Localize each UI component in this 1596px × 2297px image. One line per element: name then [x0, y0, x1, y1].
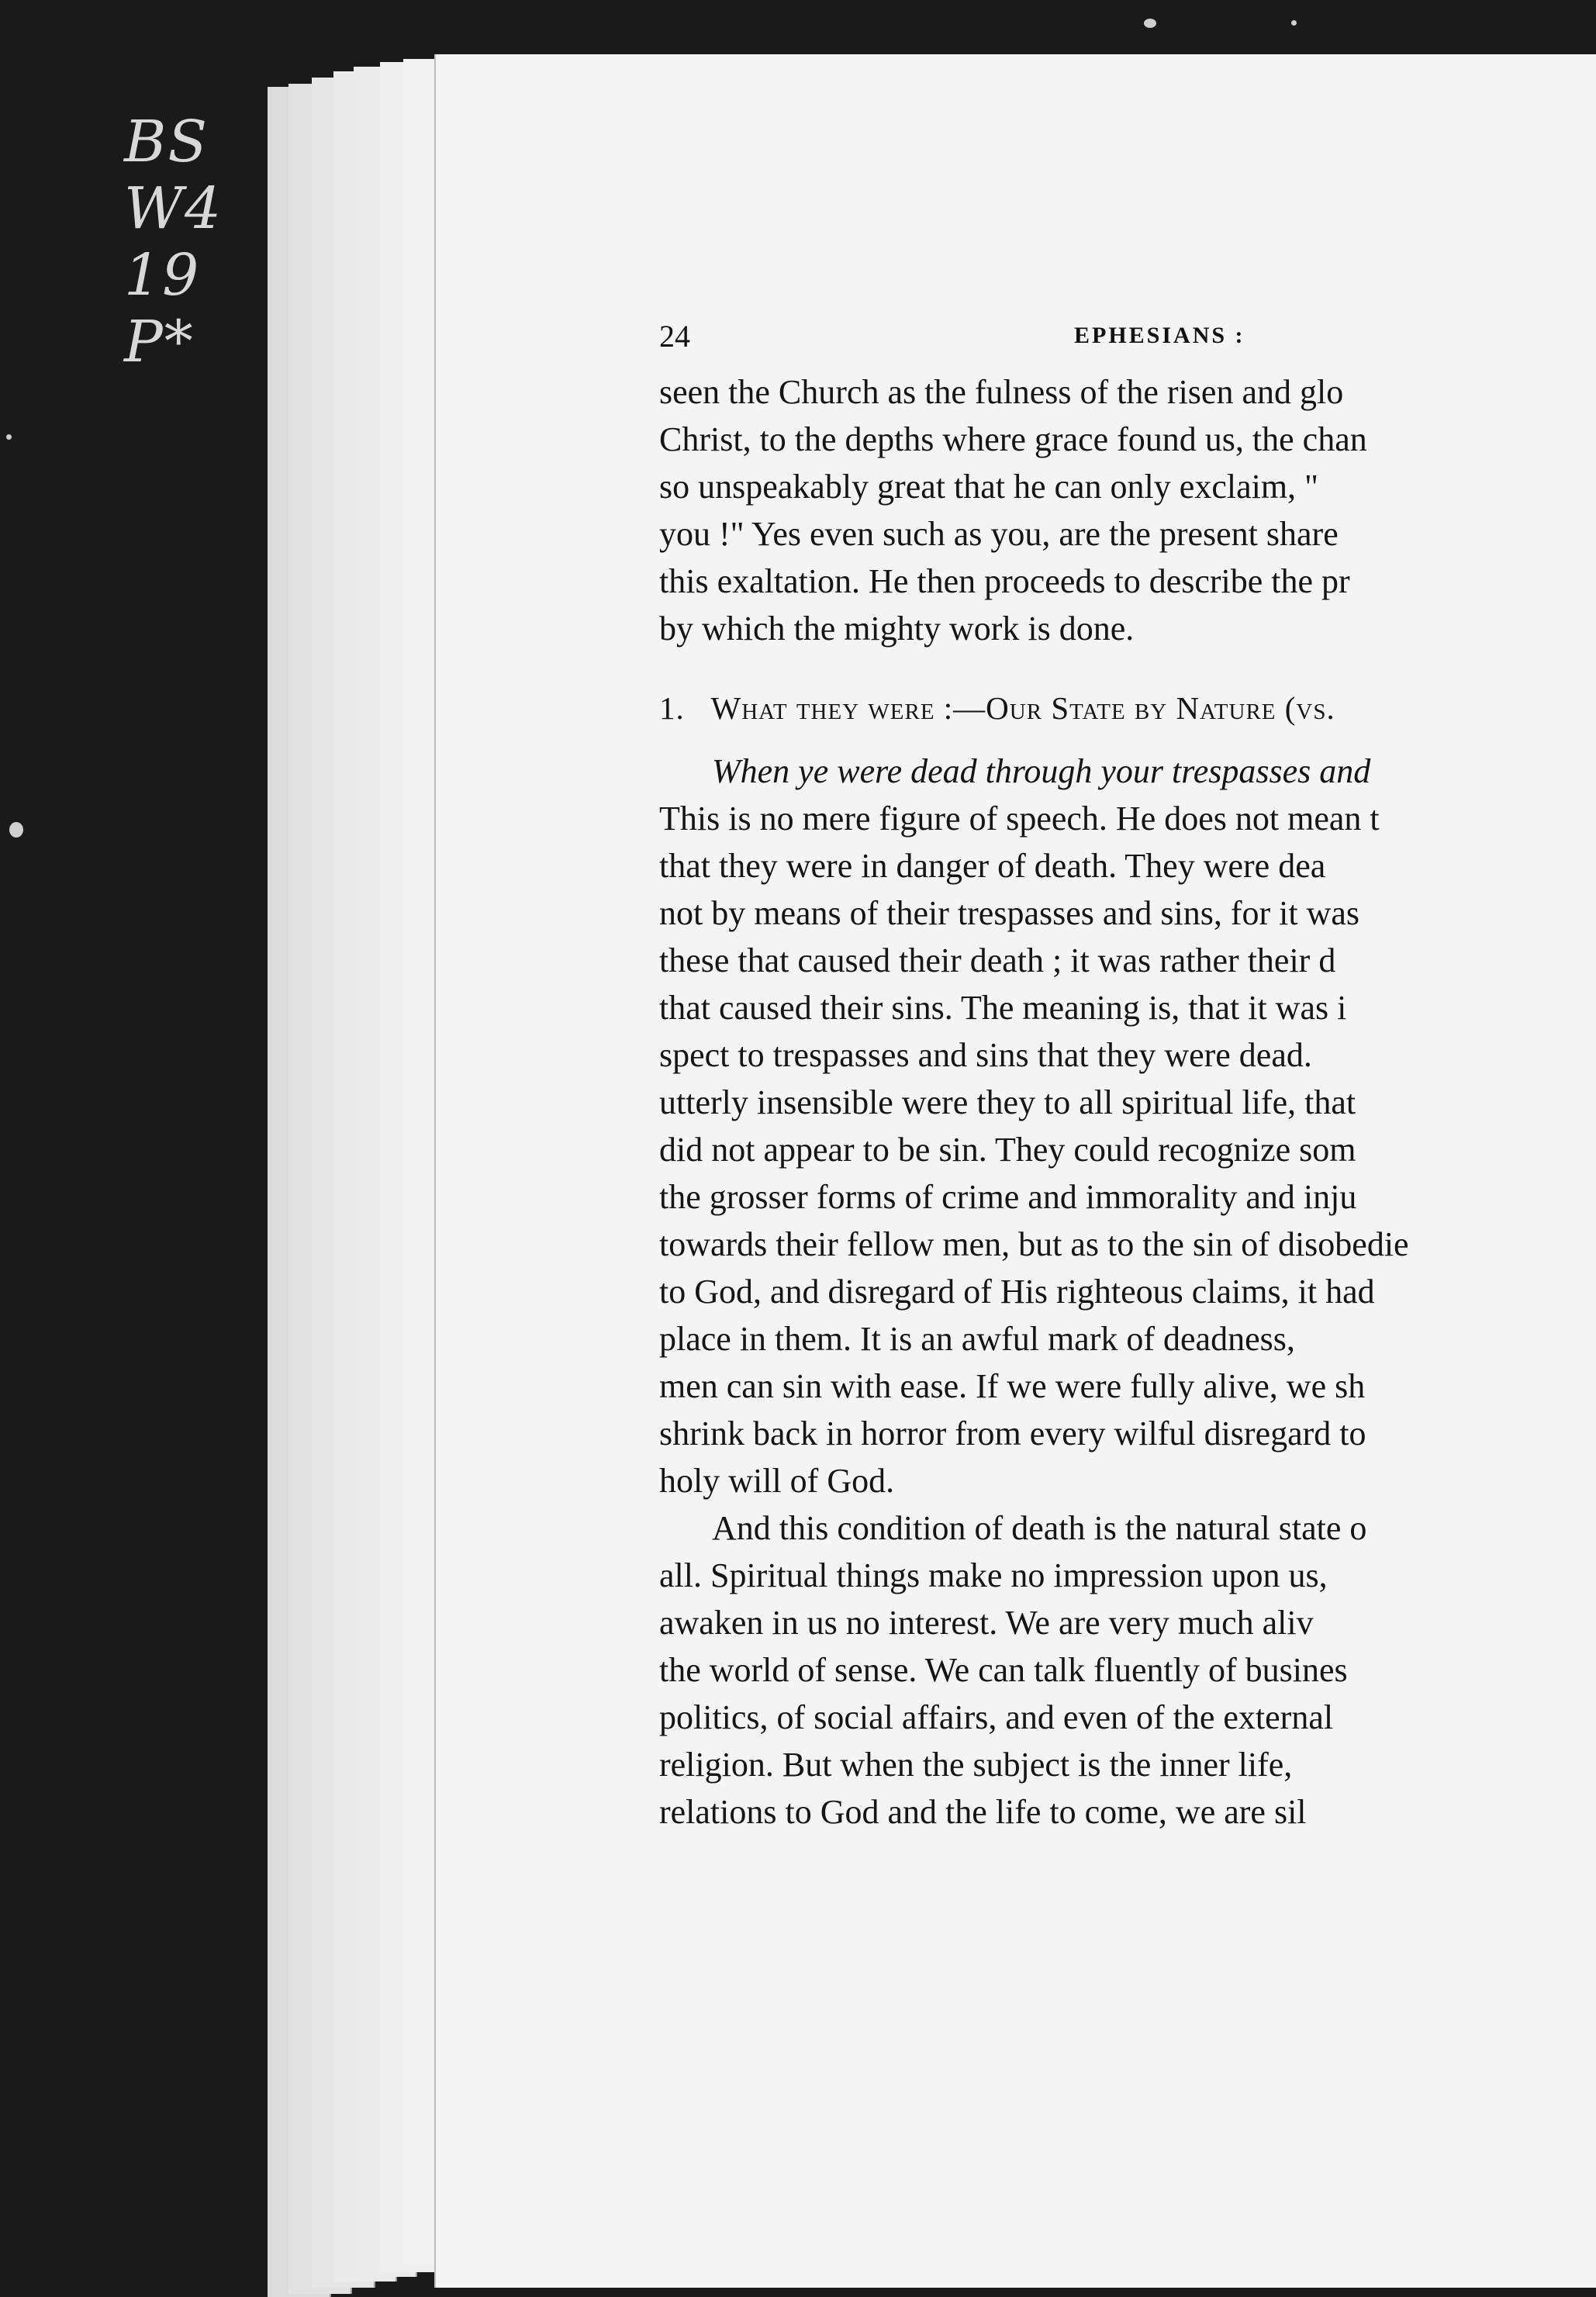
text-line: by which the mighty work is done. — [659, 610, 1135, 648]
text-line: the world of sense. We can talk fluently of busines — [659, 1651, 1348, 1689]
scan-speck — [6, 434, 12, 440]
text-line: all. Spiritual things make no impression upon us, — [659, 1556, 1328, 1594]
call-number-line: P* — [124, 309, 195, 375]
section-heading — [659, 685, 1596, 732]
section-title: What they were :—Our State by Nature (vs. — [710, 690, 1335, 726]
text-line: to God, and disregard of His righteous claims, it had — [659, 1273, 1375, 1311]
page-header — [659, 318, 1596, 364]
text-line: spect to trespasses and sins that they were dead. — [659, 1036, 1312, 1074]
text-line: not by means of their trespasses and sins, for it was — [659, 894, 1360, 932]
running-head: EPHESIANS : — [1074, 323, 1245, 348]
scripture-quote: When ye were dead through your trespasses and — [712, 752, 1371, 790]
text-line: And this condition of death is the natural state o — [712, 1509, 1367, 1547]
scan-speck — [9, 822, 23, 838]
section-number: 1. — [659, 690, 685, 726]
text-line: utterly insensible were they to all spiritual life, that — [659, 1083, 1356, 1121]
text-line: that they were in danger of death. They were dea — [659, 847, 1326, 885]
page-number: 24 — [659, 319, 690, 354]
text-line: awaken in us no interest. We are very much aliv — [659, 1604, 1314, 1642]
page-body — [659, 368, 1596, 1836]
text-line: so unspeakably great that he can only exclaim, " — [659, 468, 1319, 506]
text-line: this exaltation. He then proceeds to describe the pr — [659, 562, 1350, 600]
text-line: place in them. It is an awful mark of deadness, — [659, 1320, 1295, 1358]
text-line: shrink back in horror from every wilful disregard to — [659, 1414, 1366, 1452]
text-line: did not appear to be sin. They could recognize som — [659, 1131, 1356, 1169]
text-line: Christ, to the depths where grace found us, the chan — [659, 420, 1367, 458]
call-number-line: W4 — [124, 175, 223, 242]
text-line: these that caused their death ; it was rather their d — [659, 941, 1336, 979]
scan-speck — [1144, 19, 1156, 28]
text-line: the grosser forms of crime and immorality and inju — [659, 1178, 1357, 1216]
text-line: seen the Church as the fulness of the risen and glo — [659, 373, 1344, 411]
text-line: This is no mere figure of speech. He does not mean t — [659, 800, 1380, 838]
text-line: men can sin with ease. If we were fully alive, we sh — [659, 1367, 1366, 1405]
call-number-line: 19 — [124, 242, 201, 309]
text-line: politics, of social affairs, and even of the external — [659, 1698, 1334, 1736]
text-line: that caused their sins. The meaning is, that it was i — [659, 989, 1347, 1027]
call-number-line: BS — [124, 109, 209, 175]
text-line: you !" Yes even such as you, are the present share — [659, 515, 1339, 553]
handwritten-call-number — [124, 109, 264, 375]
text-line: religion. But when the subject is the inner life, — [659, 1746, 1293, 1784]
text-line: holy will of God. — [659, 1462, 895, 1500]
text-line: towards their fellow men, but as to the sin of disobedie — [659, 1225, 1409, 1263]
scan-speck — [1291, 20, 1297, 26]
text-line: relations to God and the life to come, we are sil — [659, 1793, 1307, 1831]
